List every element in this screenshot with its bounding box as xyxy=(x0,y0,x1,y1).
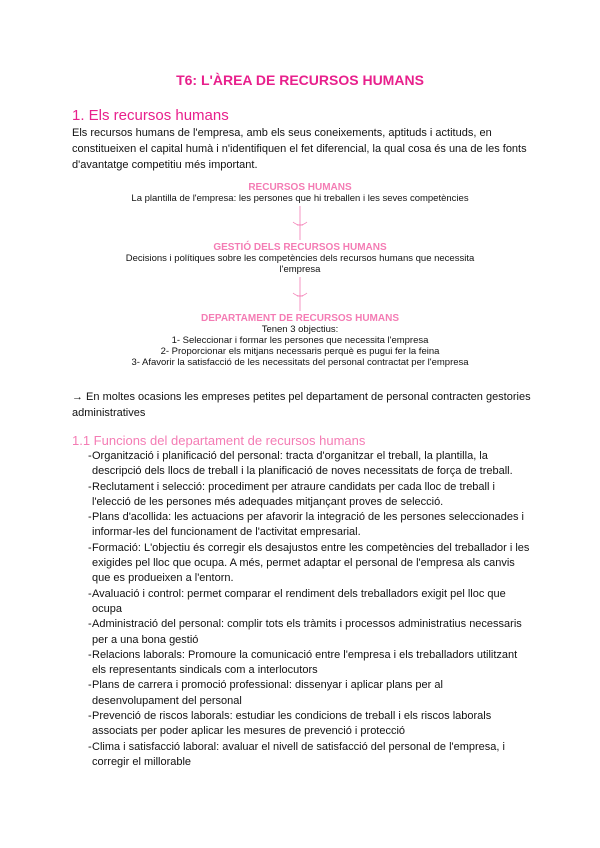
list-item: - Plans de carrera i promoció professional: dissenyar i aplicar plans per al desenvolupament del personal xyxy=(72,678,532,709)
list-item: - Prevenció de riscos laborals: estudiar les condicions de treball i els riscos laborals associats per poder aplicar les mesures de prevenció i protecció xyxy=(72,709,532,740)
document-title: T6: L'ÀREA DE RECURSOS HUMANS xyxy=(176,72,424,88)
list-item: - Reclutament i selecció: procediment per atraure candidats per cada lloc de treball i l'elecció de les persones més adequades mitjançant proves de selecció. xyxy=(72,480,532,511)
note-paragraph: → En moltes ocasions les empreses petites pel departament de personal contracten gestories administratives xyxy=(72,391,531,419)
diagram-objective-2: 2- Proporcionar els mitjans necessaris perquè es pugui fer la feina xyxy=(160,346,440,357)
diagram-box-text: La plantilla de l'empresa: les persones que hi treballen i les seves competències xyxy=(131,193,469,204)
diagram-objectives-intro: Tenen 3 objectius: xyxy=(261,324,339,335)
list-item: - Administració del personal: complir tots els tràmits i processos administratius necessaris per a una bona gestió xyxy=(72,617,532,648)
list-item: - Relacions laborals: Promoure la comunicació entre l'empresa i els treballadors utilitzant els representants sindicals com a interlocutors xyxy=(72,648,532,679)
diagram-box-gestio xyxy=(120,242,480,275)
diagram-box-title: DEPARTAMENT DE RECURSOS HUMANS xyxy=(201,313,399,324)
diagram-connector xyxy=(120,204,480,242)
diagram-box-text: Decisions i polítiques sobre les competències dels recursos humans que necessita l'empresa xyxy=(125,253,475,275)
list-item: - Clima i satisfacció laboral: avaluar el nivell de satisfacció del personal de l'empresa, i corregir el millorable xyxy=(72,740,532,771)
diagram-connector xyxy=(120,275,480,313)
list-item: - Avaluació i control: permet comparar el rendiment dels treballadors exigit pel lloc que ocupa xyxy=(72,587,532,618)
section-heading-funcions: 1.1 Funcions del departament de recursos humans xyxy=(72,433,366,448)
functions-list xyxy=(72,449,532,770)
section-heading-recursos-humans: 1. Els recursos humans xyxy=(72,107,229,124)
arrow-down-icon xyxy=(285,204,315,242)
diagram-box-title: GESTIÓ DELS RECURSOS HUMANS xyxy=(213,242,387,253)
diagram-box-title: RECURSOS HUMANS xyxy=(248,182,352,193)
intro-paragraph: Els recursos humans de l'empresa, amb els seus coneixements, aptituds i actituds, en constitueixen el capital humà i n'identifiquen el fet diferencial, la qual cosa és una de les fonts d'avantatge competitiu més important. xyxy=(72,127,527,171)
hr-diagram xyxy=(120,182,480,368)
list-item: - Plans d'acollida: les actuacions per afavorir la integració de les persones seleccionades i informar-les del funcionament de l'activitat empresarial. xyxy=(72,510,532,541)
diagram-box-departament xyxy=(120,313,480,368)
list-item: - Formació: L'objectiu és corregir els desajustos entre les competències del treballador i les exigides pel lloc que ocupa. A més, permet adaptar el personal de l'empresa als canvis que es produeixen a l'entorn. xyxy=(72,541,532,587)
diagram-objective-1: 1- Seleccionar i formar les persones que necessita l'empresa xyxy=(171,335,429,346)
arrow-down-icon xyxy=(285,275,315,313)
list-item: - Organització i planificació del personal: tracta d'organitzar el treball, la plantilla, la descripció dels llocs de treball i la planificació de noves necessitats de força de treball. xyxy=(72,449,532,480)
diagram-box-recursos-humans xyxy=(120,182,480,204)
diagram-objective-3: 3- Afavorir la satisfacció de les necessitats del personal contractat per l'empresa xyxy=(131,357,469,368)
